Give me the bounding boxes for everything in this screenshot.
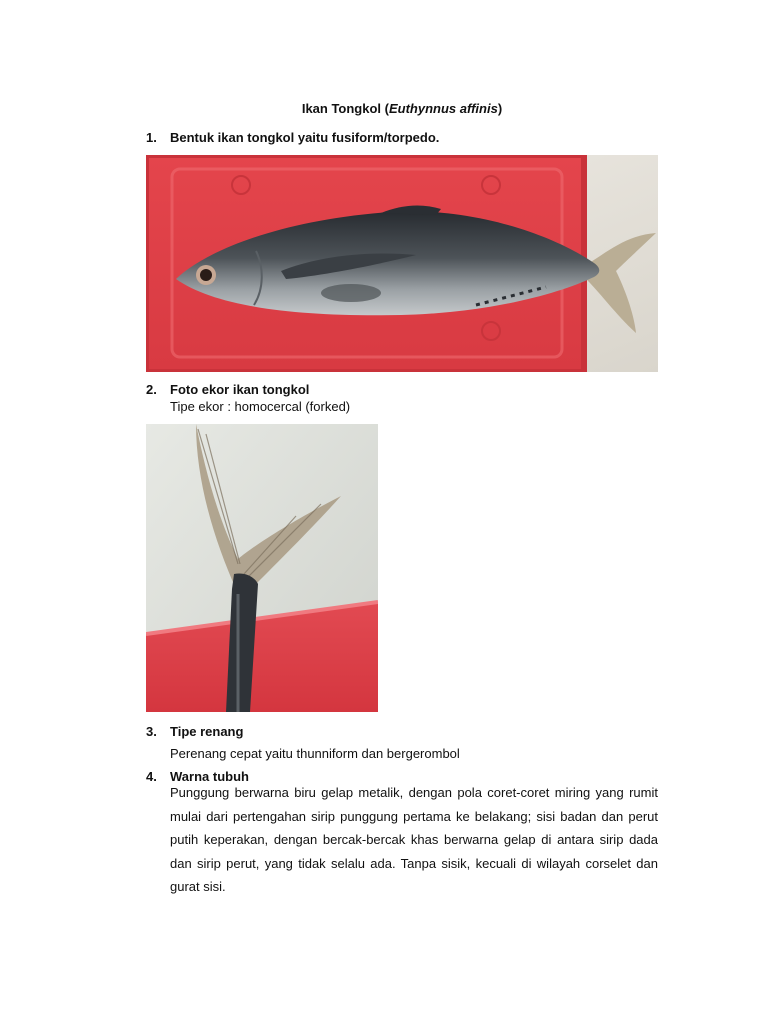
title-suffix: ) <box>497 101 503 116</box>
section-2-heading <box>146 382 309 397</box>
section-title: Tipe renang <box>170 724 244 739</box>
fish-tail-photo <box>146 424 378 712</box>
title-prefix: Ikan Tongkol ( <box>301 101 389 116</box>
section-title: Warna tubuh <box>170 769 249 784</box>
section-title: Bentuk ikan tongkol yaitu fusiform/torpedo. <box>170 130 440 145</box>
section-number: 3. <box>146 724 157 739</box>
section-3-heading <box>146 724 243 739</box>
section-title: Foto ekor ikan tongkol <box>170 382 310 397</box>
body-color-paragraph: Punggung berwarna biru gelap metalik, dengan pola coret-coret miring yang rumit mulai dari pertengahan sirip punggung pertama ke belakang; sisi badan dan perut putih keperakan, dengan bercak-bercak khas berwarna gelap di antara sirip dada dan sirip perut, yang tidak selalu ada. Tanpa sisik, kecuali di wilayah corselet dan gurat sisi. <box>170 785 658 894</box>
section-number: 1. <box>146 130 157 145</box>
page-title <box>0 101 768 116</box>
swim-type-text: Perenang cepat yaitu thunniform dan bergerombol <box>170 746 460 761</box>
section-number: 4. <box>146 769 157 784</box>
section-number: 2. <box>146 382 157 397</box>
section-1-heading <box>146 130 439 145</box>
whole-fish-photo <box>146 155 658 372</box>
tail-type-text: Tipe ekor : homocercal (forked) <box>170 399 351 414</box>
title-species: Euthynnus affinis <box>388 101 498 116</box>
